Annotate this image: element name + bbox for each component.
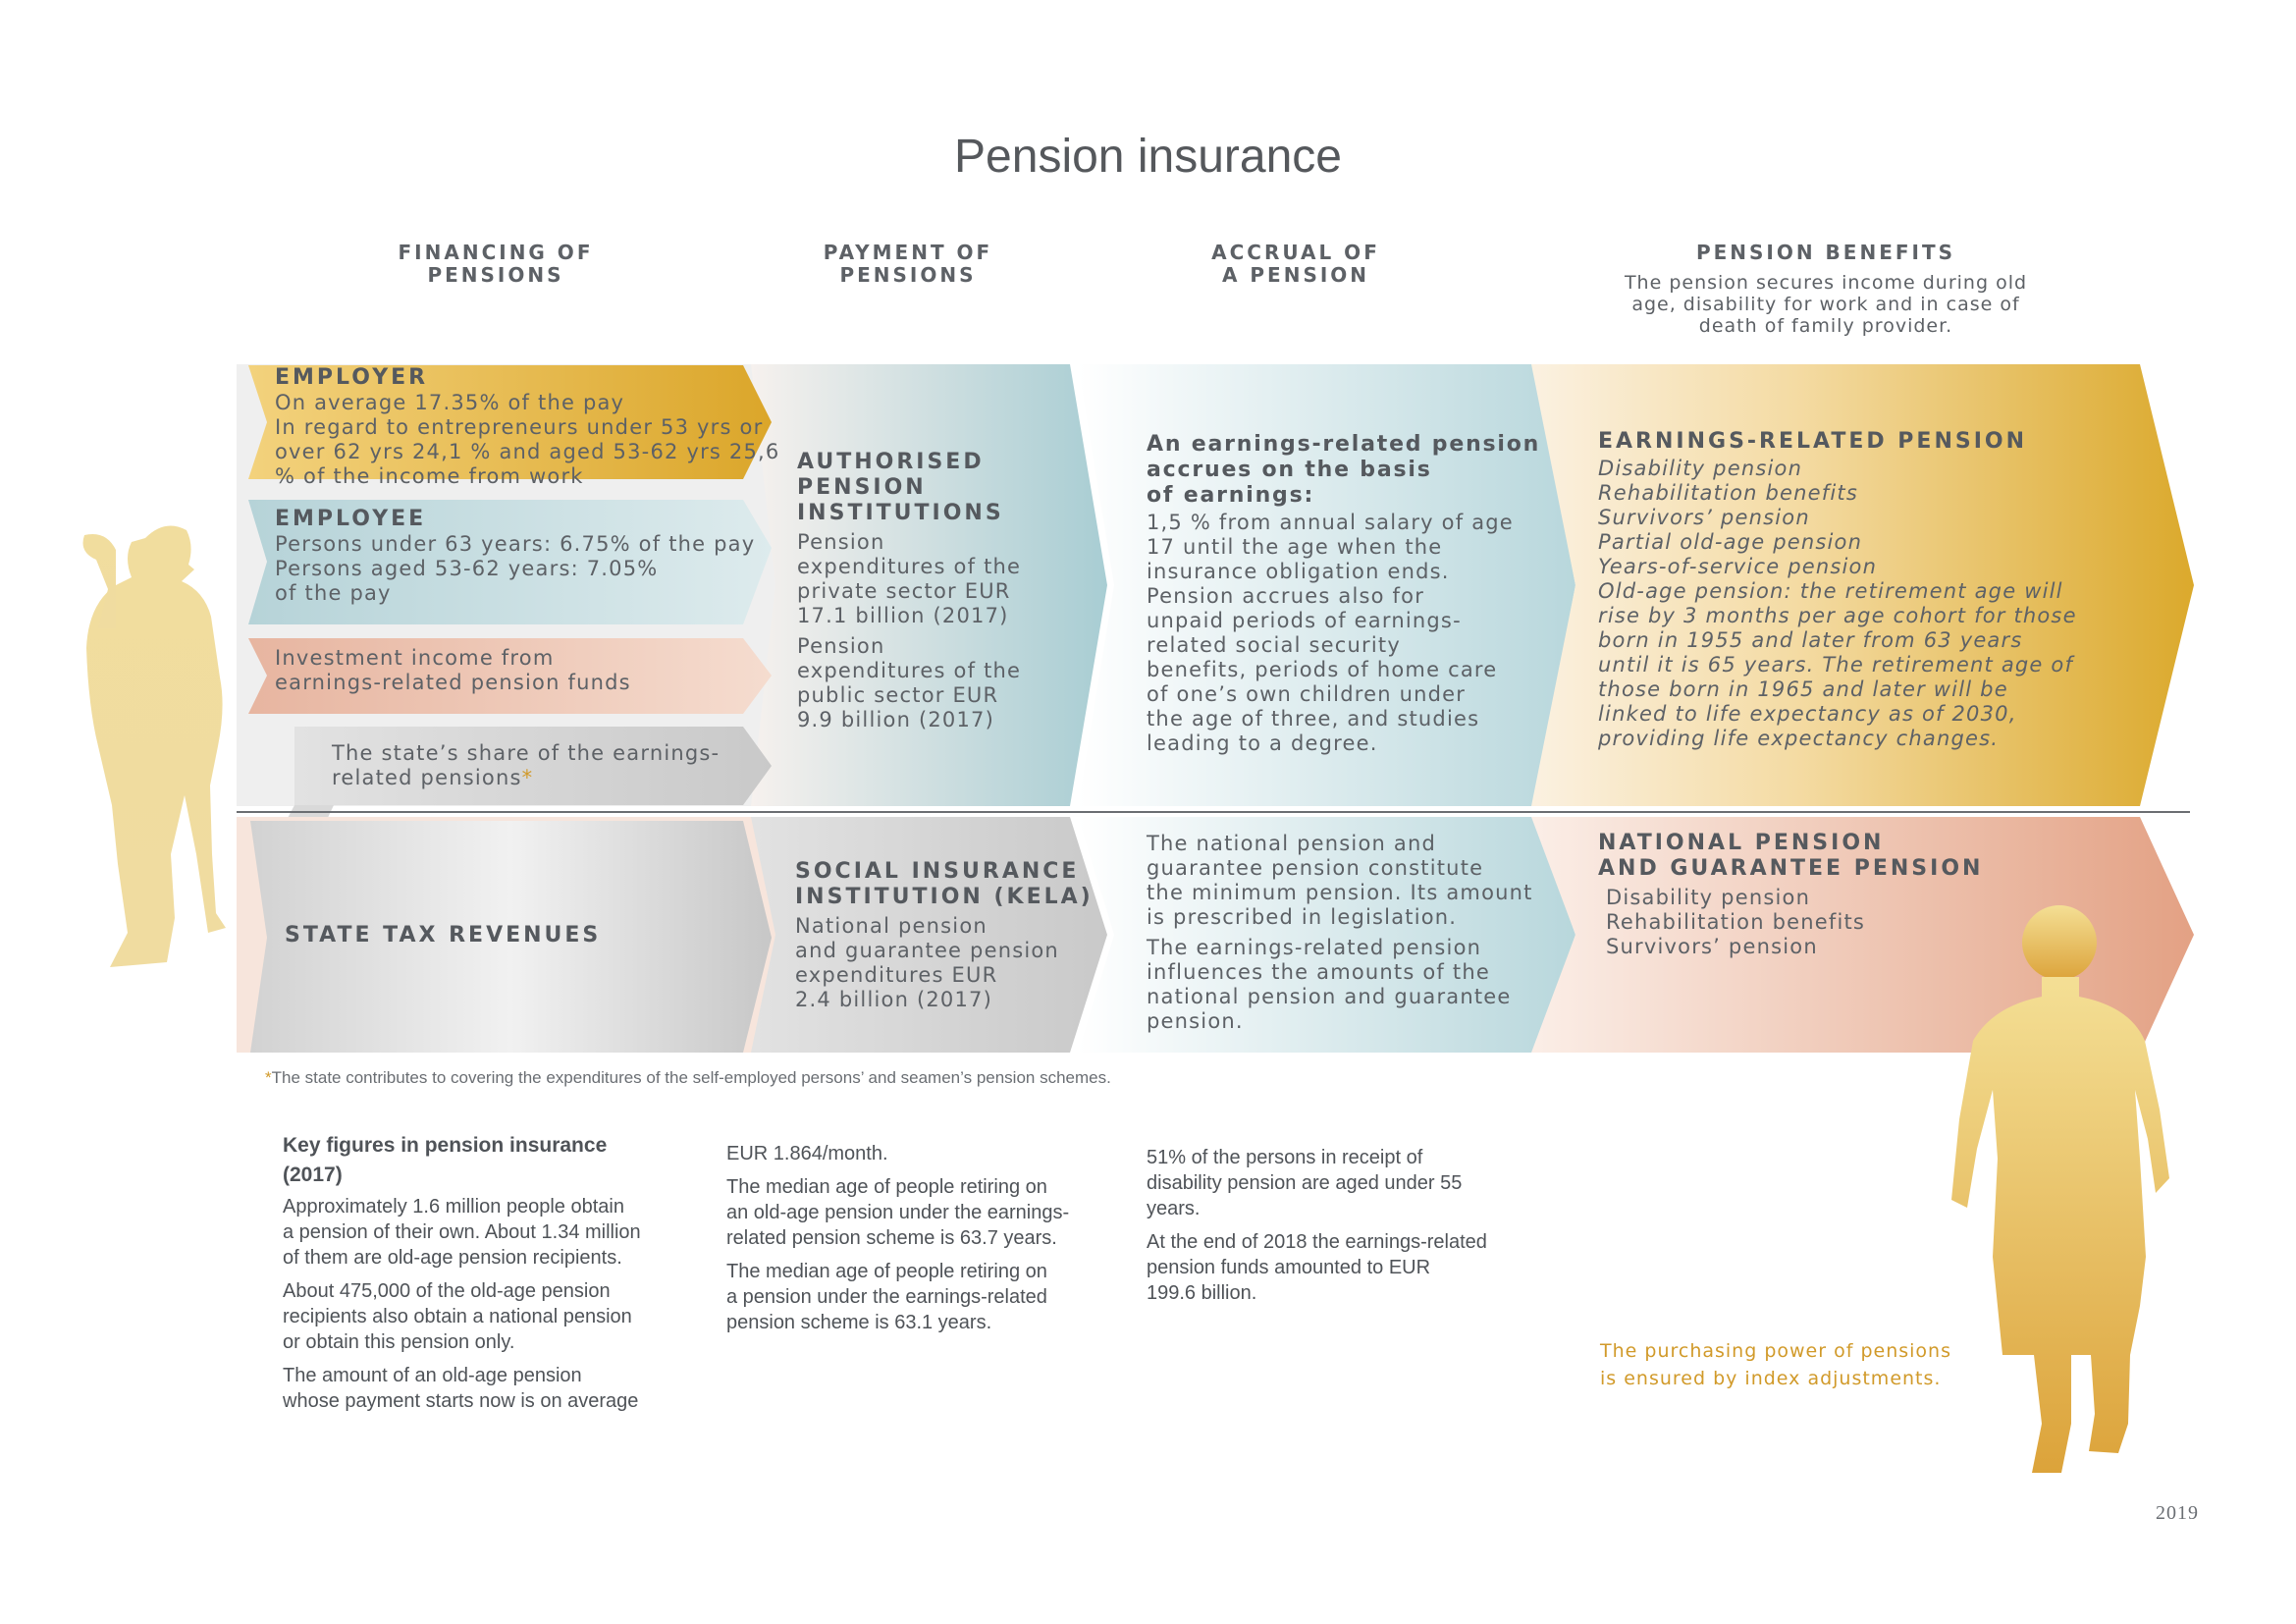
benefits-subtitle xyxy=(1610,272,2042,337)
benefit-item: Old-age pension: the retirement age will xyxy=(1598,579,2063,603)
accrual-title: of earnings: xyxy=(1147,483,1315,508)
key-figure-line: 199.6 billion. xyxy=(1147,1282,1257,1304)
benefit-item: Rehabilitation benefits xyxy=(1598,481,1859,505)
national-pension-box xyxy=(1598,831,1983,959)
employer-line: On average 17.35% of the pay xyxy=(275,391,625,414)
employer-line: % of the income from work xyxy=(275,464,584,488)
key-figure-line: pension scheme is 63.1 years. xyxy=(726,1312,992,1333)
kela-title: SOCIAL INSURANCE xyxy=(795,859,1080,884)
column-header-text: ACCRUAL OF A PENSION xyxy=(1211,241,1380,287)
key-figure-line: EUR 1.864/month. xyxy=(726,1143,888,1164)
key-figure-line: recipients also obtain a national pension xyxy=(283,1306,632,1327)
key-figure-line: an old-age pension under the earnings- xyxy=(726,1202,1070,1223)
benefit-item: born in 1955 and later from 63 years xyxy=(1598,628,2023,652)
national-pension-title: AND GUARANTEE PENSION xyxy=(1598,856,1984,881)
investment-line: earnings-related pension funds xyxy=(275,671,631,694)
accrual-text: 17 until the age when the xyxy=(1147,535,1443,559)
column-header-text: PAYMENT OF PENSIONS xyxy=(823,241,993,287)
accrual-text: Pension accrues also for xyxy=(1147,584,1425,608)
key-figure-line: a pension under the earnings-related xyxy=(726,1286,1047,1308)
kela-text: and guarantee pension xyxy=(795,939,1059,962)
accrual-earnings-box xyxy=(1147,432,1540,756)
national-benefit-item: Disability pension xyxy=(1606,886,1811,909)
benefit-item: Disability pension xyxy=(1598,457,1803,480)
footnote xyxy=(265,1068,1111,1088)
benefit-item: rise by 3 months per age cohort for those xyxy=(1598,604,2077,627)
accrual-text: benefits, periods of home care xyxy=(1147,658,1498,681)
key-figure-line: related pension scheme is 63.7 years. xyxy=(726,1227,1057,1249)
benefit-item: Years-of-service pension xyxy=(1598,555,1878,578)
investment-line: Investment income from xyxy=(275,646,555,670)
key-figures-col2 xyxy=(726,1141,1119,1343)
state-share-line: related pensions xyxy=(332,766,522,789)
band-divider xyxy=(237,811,2190,813)
accrual-national-box xyxy=(1147,832,1533,1034)
authorised-title: AUTHORISED xyxy=(797,450,985,474)
employee-line: of the pay xyxy=(275,581,392,605)
benefit-item: until it is 65 years. The retirement age of xyxy=(1598,653,2074,677)
authorised-text: 17.1 billion (2017) xyxy=(797,604,1009,627)
employee-title: EMPLOYEE xyxy=(275,507,427,531)
accrual-title: accrues on the basis xyxy=(1147,458,1432,482)
accrual-national-text: The earnings-related pension xyxy=(1147,936,1482,959)
accrual-national-text: the minimum pension. Its amount xyxy=(1147,881,1533,904)
employee-line: Persons aged 53-62 years: 7.05% xyxy=(275,557,659,580)
accrual-text: the age of three, and studies xyxy=(1147,707,1480,731)
kela-text: expenditures EUR xyxy=(795,963,998,987)
footnote-text: The state contributes to covering the expenditures of the self-employed persons’ and seamen’s pension schemes. xyxy=(271,1068,1111,1087)
key-figure-line: The amount of an old-age pension xyxy=(283,1365,582,1386)
authorised-title: PENSION xyxy=(797,475,927,500)
earnings-related-title: EARNINGS-RELATED PENSION xyxy=(1598,429,2028,454)
footnote-asterisk: * xyxy=(265,1068,272,1087)
authorised-text: 9.9 billion (2017) xyxy=(797,708,995,731)
accrual-text: insurance obligation ends. xyxy=(1147,560,1450,583)
accrual-national-text: The national pension and xyxy=(1147,832,1436,855)
investment-box xyxy=(275,646,631,695)
kela-text: 2.4 billion (2017) xyxy=(795,988,993,1011)
key-figure-line: About 475,000 of the old-age pension xyxy=(283,1280,611,1302)
employer-line: over 62 yrs 24,1 % and aged 53-62 yrs 25,6 xyxy=(275,440,780,463)
earnings-related-pension-box xyxy=(1598,429,2077,751)
worker-silhouette xyxy=(83,526,227,968)
accrual-national-text: influences the amounts of the xyxy=(1147,960,1490,984)
key-figure-line: The median age of people retiring on xyxy=(726,1176,1047,1198)
kela-title: INSTITUTION (KELA) xyxy=(795,885,1094,909)
employer-box xyxy=(275,365,779,489)
benefit-item: providing life expectancy changes. xyxy=(1598,727,2000,750)
authorised-text: expenditures of the xyxy=(797,555,1022,578)
authorised-text: Pension xyxy=(797,634,885,658)
key-figure-line: disability pension are aged under 55 xyxy=(1147,1172,1463,1194)
year-label: 2019 xyxy=(2156,1502,2199,1524)
national-pension-title: NATIONAL PENSION xyxy=(1598,831,1885,855)
authorised-institutions-box xyxy=(797,450,1021,732)
key-figures-col3 xyxy=(1147,1145,1539,1314)
key-figure-line: pension funds amounted to EUR xyxy=(1147,1257,1431,1278)
accrual-text: related social security xyxy=(1147,633,1401,657)
key-figure-line: years. xyxy=(1147,1198,1201,1219)
employer-line: In regard to entrepreneurs under 53 yrs or xyxy=(275,415,764,439)
column-header-financing xyxy=(373,242,618,287)
accrual-national-text: pension. xyxy=(1147,1009,1244,1033)
key-figure-line: whose payment starts now is on average xyxy=(283,1390,639,1412)
benefit-item: Partial old-age pension xyxy=(1598,530,1863,554)
key-figure-line: of them are old-age pension recipients. xyxy=(283,1247,622,1269)
key-figures-title: Key figures in pension insurance xyxy=(283,1134,608,1157)
key-figure-line: 51% of the persons in receipt of xyxy=(1147,1147,1423,1168)
employee-box xyxy=(275,507,755,606)
key-figures-col1 xyxy=(283,1131,695,1422)
accrual-national-text: guarantee pension constitute xyxy=(1147,856,1484,880)
national-benefit-item: Survivors’ pension xyxy=(1606,935,1818,958)
benefits-subtitle-text: The pension secures income during old age, disability for work and in case of death of family provider. xyxy=(1624,272,2028,337)
state-share-box xyxy=(332,741,720,790)
key-figure-line: The median age of people retiring on xyxy=(726,1261,1047,1282)
authorised-text: public sector EUR xyxy=(797,683,999,707)
state-tax-label: STATE TAX REVENUES xyxy=(285,923,602,947)
authorised-text: expenditures of the xyxy=(797,659,1022,682)
accrual-title: An earnings-related pension xyxy=(1147,432,1541,457)
kela-box xyxy=(795,859,1094,1012)
purchasing-note-line: is ensured by index adjustments. xyxy=(1600,1368,1942,1389)
key-figure-line: At the end of 2018 the earnings-related xyxy=(1147,1231,1487,1253)
column-header-text: FINANCING OF PENSIONS xyxy=(398,241,594,287)
state-share-asterisk: * xyxy=(521,766,534,789)
accrual-text: unpaid periods of earnings- xyxy=(1147,609,1462,632)
benefit-item: those born in 1965 and later will be xyxy=(1598,677,2008,701)
key-figure-line: or obtain this pension only. xyxy=(283,1331,515,1353)
key-figure-line: a pension of their own. About 1.34 million xyxy=(283,1221,641,1243)
column-header-payment xyxy=(795,242,1021,287)
accrual-national-text: is prescribed in legislation. xyxy=(1147,905,1458,929)
key-figures-title: (2017) xyxy=(283,1164,343,1186)
kela-text: National pension xyxy=(795,914,988,938)
benefit-item: linked to life expectancy as of 2030, xyxy=(1598,702,2017,726)
key-figure-line: Approximately 1.6 million people obtain xyxy=(283,1196,624,1218)
authorised-text: Pension xyxy=(797,530,885,554)
column-header-benefits: PENSION BENEFITS xyxy=(1695,241,1956,264)
accrual-national-text: national pension and guarantee xyxy=(1147,985,1512,1008)
purchasing-power-note xyxy=(1600,1337,1951,1392)
authorised-title: INSTITUTIONS xyxy=(797,501,1004,525)
authorised-text: private sector EUR xyxy=(797,579,1011,603)
national-benefit-item: Rehabilitation benefits xyxy=(1606,910,1866,934)
accrual-text: 1,5 % from annual salary of age xyxy=(1147,511,1514,534)
page-title: Pension insurance xyxy=(954,131,1342,183)
accrual-text: of one’s own children under xyxy=(1147,682,1467,706)
employer-title: EMPLOYER xyxy=(275,365,429,390)
purchasing-note-line: The purchasing power of pensions xyxy=(1600,1340,1951,1362)
accrual-text: leading to a degree. xyxy=(1147,731,1378,755)
benefit-item: Survivors’ pension xyxy=(1598,506,1810,529)
column-header-accrual xyxy=(1188,242,1404,287)
state-share-line: The state’s share of the earnings- xyxy=(332,741,721,765)
employee-line: Persons under 63 years: 6.75% of the pay xyxy=(275,532,756,556)
